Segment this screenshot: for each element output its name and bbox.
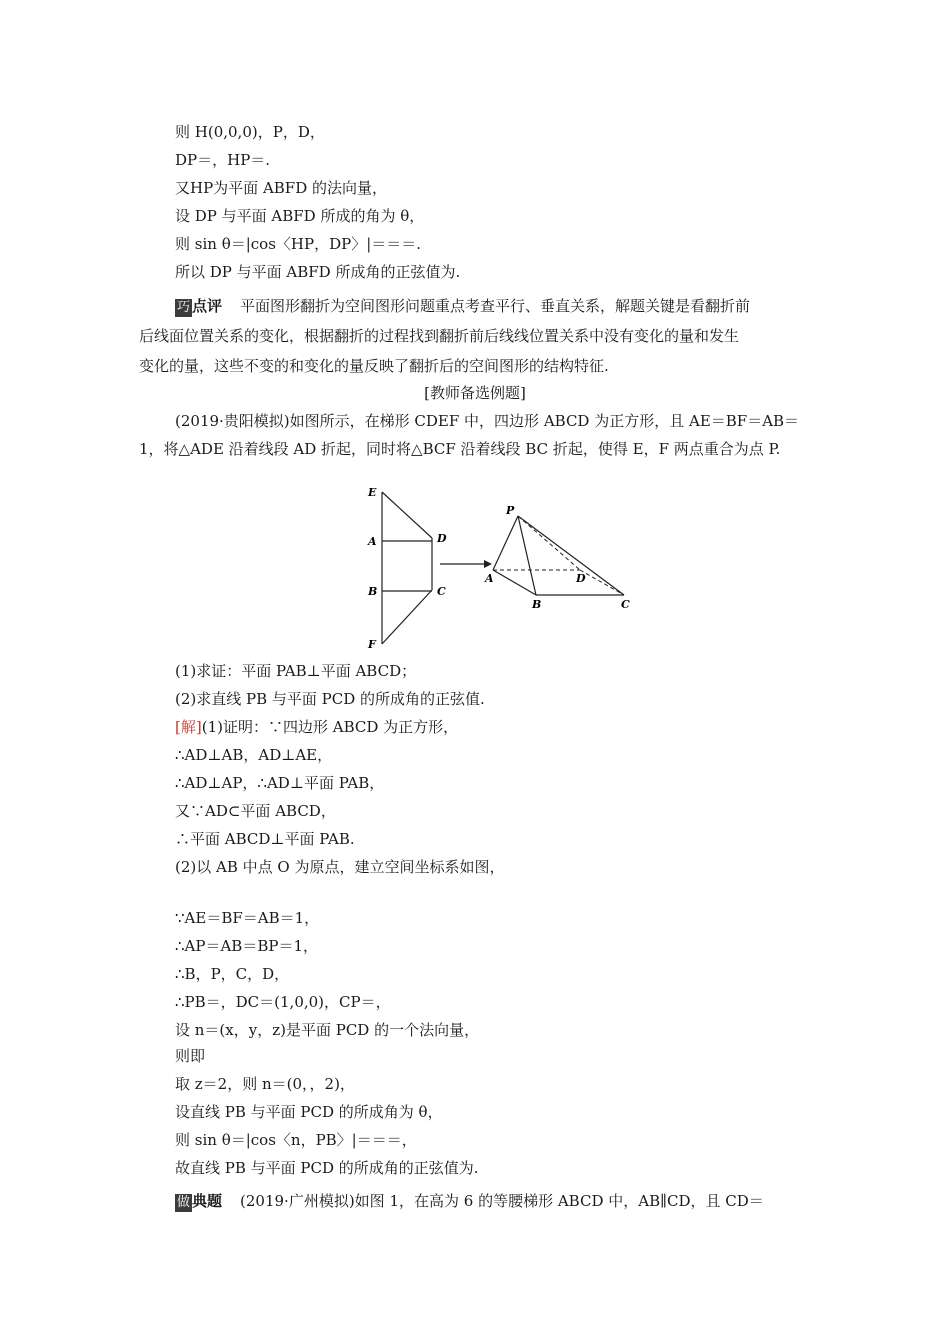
tip-label: 点评 xyxy=(192,297,223,315)
solution-line-3: 又HP为平面 ABFD 的法向量， xyxy=(175,179,388,197)
section-title: [教师备选例题] xyxy=(424,384,526,402)
tip-line-2: 后线面位置关系的变化，根据翻折的过程找到翻折前后线线位置关系中没有变化的量和发生 xyxy=(139,327,740,345)
part2-line-2: ∵AE＝BF＝AB＝1， xyxy=(175,909,320,927)
arrow-head xyxy=(484,560,492,568)
question-1: (1)求证：平面 PAB⊥平面 ABCD； xyxy=(175,662,417,680)
edge-PA xyxy=(493,516,518,570)
label-B2: B xyxy=(532,598,542,611)
next-problem-line xyxy=(175,1190,764,1212)
proof-line-4: ∴平面 ABCD⊥平面 PAB. xyxy=(175,830,355,848)
solution-line-5: 则 sin θ＝|cos〈HP，DP〉|＝＝＝. xyxy=(175,235,422,253)
label-F: F xyxy=(368,638,376,651)
edge-DC-hidden xyxy=(580,570,624,595)
solution-line-4: 设 DP 与平面 ABFD 所成的角为 θ， xyxy=(175,207,425,225)
solution-tag: [解] xyxy=(175,718,202,736)
proof-line-1: ∴AD⊥AB，AD⊥AE， xyxy=(175,746,333,764)
proof-line-2: ∴AD⊥AP，∴AD⊥平面 PAB， xyxy=(175,774,385,792)
tip-line-1 xyxy=(175,295,750,317)
label-B: B xyxy=(368,585,378,598)
solution-first-line xyxy=(175,716,458,738)
label-P: P xyxy=(506,504,515,517)
part2-line-1: (2)以 AB 中点 O 为原点，建立空间坐标系如图， xyxy=(175,858,505,876)
part2-line-3: ∴AP＝AB＝BP＝1， xyxy=(175,937,318,955)
solution-line-6: 所以 DP 与平面 ABFD 所成角的正弦值为. xyxy=(175,263,461,281)
part2-line-7: 则即 xyxy=(175,1047,206,1065)
tip-text-1: 平面图形翻折为空间图形问题重点考查平行、垂直关系，解题关键是看翻折前 xyxy=(240,297,751,315)
problem-line-1: (2019·贵阳模拟)如图所示，在梯形 CDEF 中，四边形 ABCD 为正方形，且 AE＝BF＝AB＝ xyxy=(175,412,800,430)
label-E: E xyxy=(368,486,377,499)
next-text: (2019·广州模拟)如图 1，在高为 6 的等腰梯形 ABCD 中，AB∥CD，且 CD＝ xyxy=(240,1192,764,1210)
part2-line-11: 故直线 PB 与平面 PCD 的所成角的正弦值为. xyxy=(175,1159,479,1177)
part2-line-10: 则 sin θ＝|cos〈n，PB〉|＝＝＝， xyxy=(175,1131,417,1149)
tip-badge: 巧 xyxy=(177,300,191,315)
edge-ED xyxy=(382,492,432,538)
next-badge: 做 xyxy=(177,1195,191,1210)
part2-line-9: 设直线 PB 与平面 PCD 的所成角为 θ， xyxy=(175,1103,443,1121)
tip-line-3: 变化的量，这些不变的和变化的量反映了翻折后的空间图形的结构特征. xyxy=(139,357,609,375)
label-D2: D xyxy=(576,572,586,585)
problem-line-2: 1，将△ADE 沿着线段 AD 折起，同时将△BCF 沿着线段 BC 折起，使得 E，F 两点重合为点 P. xyxy=(139,440,781,458)
next-label: 典题 xyxy=(192,1192,223,1210)
solution-first-text: (1)证明：∵四边形 ABCD 为正方形， xyxy=(201,718,459,736)
solution-line-1: 则 H(0,0,0)，P，D， xyxy=(175,123,325,141)
part2-line-4: ∴B，P，C，D， xyxy=(175,965,290,983)
label-C2: C xyxy=(621,598,630,611)
edge-FC xyxy=(382,590,432,644)
solution-line-2: DP＝，HP＝. xyxy=(175,151,271,169)
folding-figure xyxy=(360,478,650,658)
proof-line-3: 又∵AD⊂平面 ABCD， xyxy=(175,802,336,820)
label-D: D xyxy=(437,532,447,545)
part2-line-8: 取 z＝2，则 n＝(0，，2)， xyxy=(175,1075,355,1093)
label-A: A xyxy=(368,535,377,548)
edge-PD-hidden xyxy=(518,516,580,570)
label-C: C xyxy=(437,585,446,598)
edge-AB xyxy=(493,570,536,595)
question-2: (2)求直线 PB 与平面 PCD 的所成角的正弦值. xyxy=(175,690,485,708)
part2-line-5: ∴PB＝，DC＝(1,0,0)，CP＝， xyxy=(175,993,391,1011)
part2-line-6: 设 n＝(x，y，z)是平面 PCD 的一个法向量， xyxy=(175,1021,480,1039)
label-A2: A xyxy=(485,572,494,585)
